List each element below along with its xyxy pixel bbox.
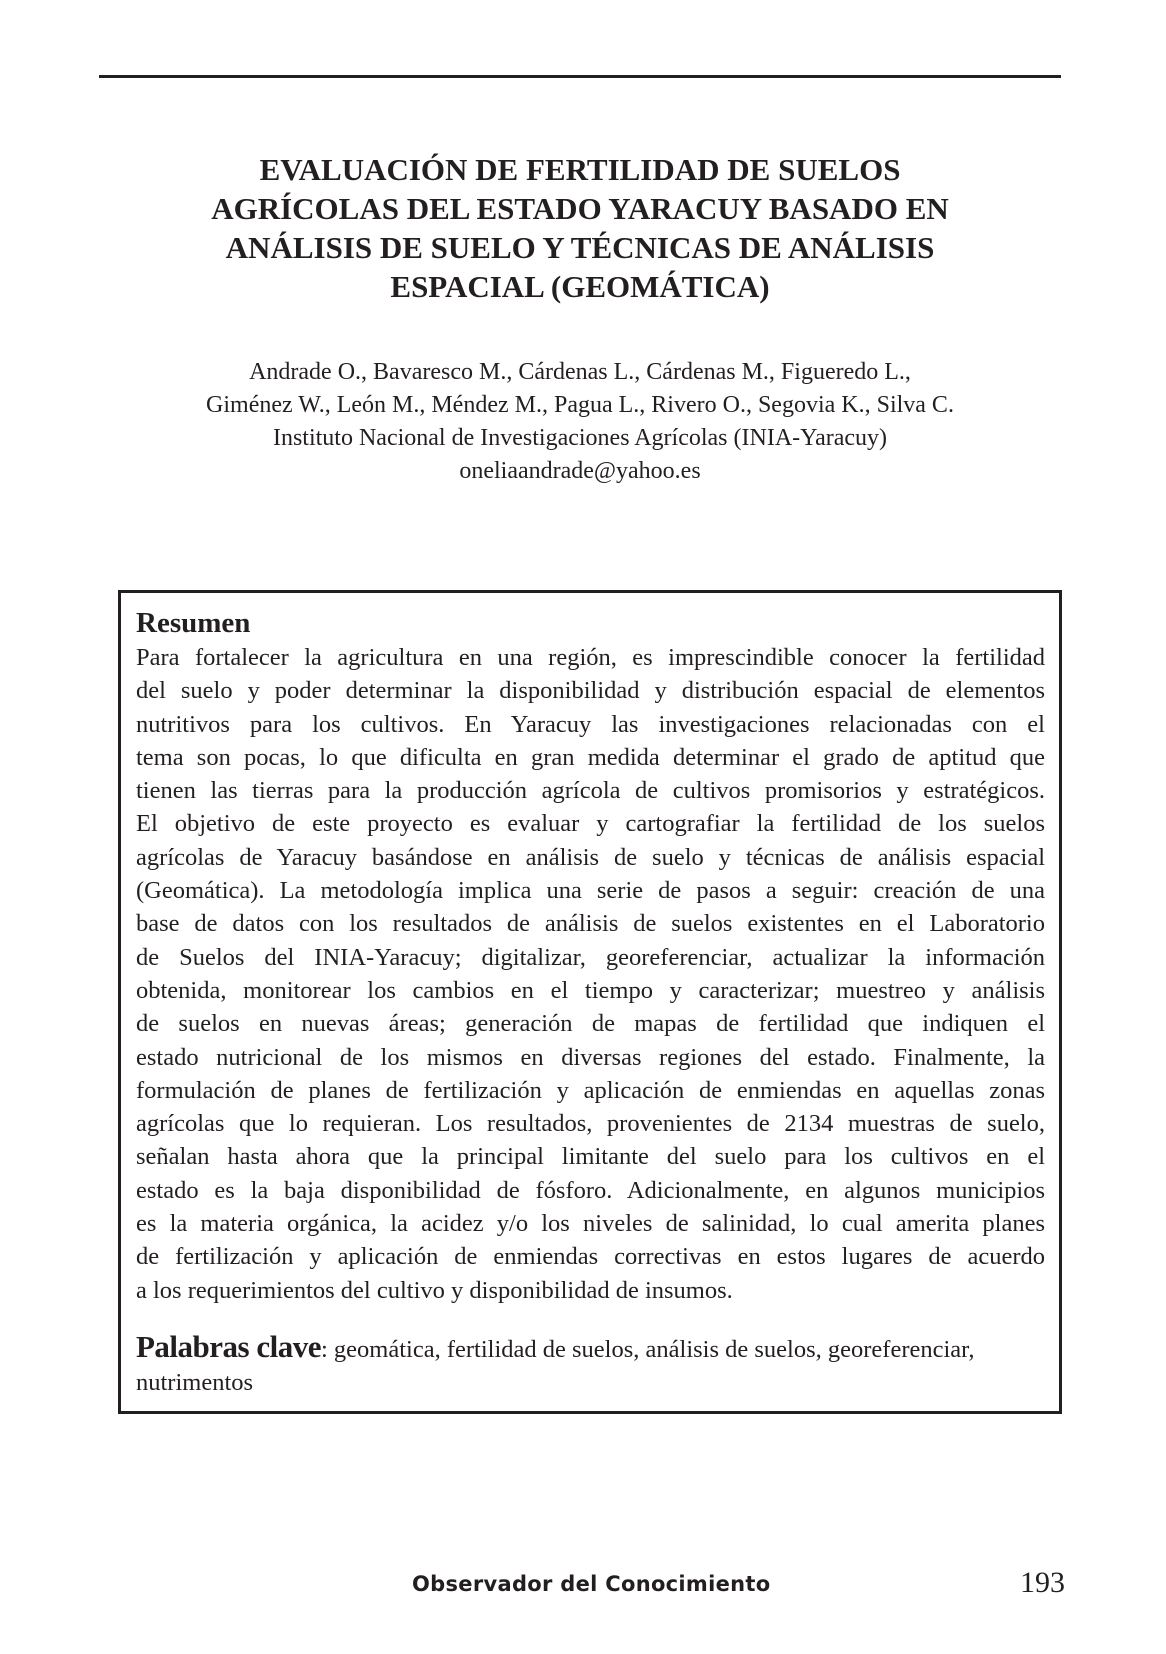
page-footer bbox=[0, 1566, 1166, 1606]
keywords-label: Palabras clave bbox=[136, 1328, 321, 1364]
abstract-body bbox=[136, 641, 1045, 1307]
paper-title bbox=[99, 150, 1061, 306]
authors-line: Andrade O., Bavaresco M., Cárdenas L., Cárdenas M., Figueredo L., bbox=[249, 359, 911, 385]
author-email: oneliaandrade@yahoo.es bbox=[459, 458, 701, 484]
title-line: EVALUACIÓN DE FERTILIDAD DE SUELOS bbox=[259, 152, 901, 187]
abstract-heading: Resumen bbox=[136, 607, 251, 639]
authors-line: Giménez W., León M., Méndez M., Pagua L., Rivero O., Segovia K., Silva C. bbox=[206, 392, 954, 418]
abstract-box bbox=[118, 590, 1062, 1414]
abstract-line: del suelo y poder determinar la disponibilidad y distribución espacial de elementos bbox=[136, 677, 1045, 705]
abstract-line: es la materia orgánica, la acidez y/o los niveles de salinidad, lo cual amerita planes bbox=[136, 1210, 1045, 1238]
abstract-line: formulación de planes de fertilización y aplicación de enmiendas en aquellas zonas bbox=[136, 1076, 1045, 1104]
abstract-line: a los requerimientos del cultivo y disponibilidad de insumos. bbox=[136, 1276, 733, 1304]
abstract-line: El objetivo de este proyecto es evaluar y cartografiar la fertilidad de los suelos bbox=[136, 810, 1045, 838]
abstract-line: señalan hasta ahora que la principal limitante del suelo para los cultivos en el bbox=[136, 1143, 1045, 1171]
keywords bbox=[136, 1330, 1045, 1399]
abstract-line: agrícolas que lo requieran. Los resultados, provenientes de 2134 muestras de suelo, bbox=[136, 1110, 1045, 1138]
abstract-line: de fertilización y aplicación de enmiendas correctivas en estos lugares de acuerdo bbox=[136, 1243, 1045, 1271]
keywords-list: : geomática, fertilidad de suelos, análisis de suelos, georeferenciar, bbox=[321, 1335, 975, 1363]
title-line: ANÁLISIS DE SUELO Y TÉCNICAS DE ANÁLISIS bbox=[225, 230, 935, 265]
abstract-line: tema son pocas, lo que dificulta en gran medida determinar el grado de aptitud que bbox=[136, 743, 1045, 771]
abstract-line: estado es la baja disponibilidad de fósforo. Adicionalmente, en algunos municipios bbox=[136, 1176, 1045, 1204]
abstract-line: de suelos en nuevas áreas; generación de mapas de fertilidad que indiquen el bbox=[136, 1010, 1045, 1038]
abstract-line: (Geomática). La metodología implica una serie de pasos a seguir: creación de una bbox=[136, 877, 1045, 905]
abstract-line: agrícolas de Yaracuy basándose en análisis de suelo y técnicas de análisis espacial bbox=[136, 843, 1045, 871]
keywords-list-continued: nutrimentos bbox=[136, 1368, 254, 1396]
journal-name: Observador del Conocimiento bbox=[412, 1572, 771, 1596]
abstract-line: nutritivos para los cultivos. En Yaracuy las investigaciones relacionadas con el bbox=[136, 710, 1045, 738]
abstract-line: base de datos con los resultados de análisis de suelos existentes en el Laboratorio bbox=[136, 910, 1045, 938]
abstract-line: obtenida, monitorear los cambios en el tiempo y caracterizar; muestreo y análisis bbox=[136, 976, 1045, 1004]
top-rule bbox=[99, 75, 1061, 78]
page-number: 193 bbox=[1020, 1566, 1065, 1599]
author-block bbox=[99, 356, 1061, 488]
institution: Instituto Nacional de Investigaciones Agrícolas (INIA-Yaracuy) bbox=[272, 425, 888, 451]
abstract-line: estado nutricional de los mismos en diversas regiones del estado. Finalmente, la bbox=[136, 1043, 1045, 1071]
title-line: ESPACIAL (GEOMÁTICA) bbox=[390, 269, 770, 304]
abstract-line: Para fortalecer la agricultura en una región, es imprescindible conocer la fertilidad bbox=[136, 644, 1045, 671]
title-line: AGRÍCOLAS DEL ESTADO YARACUY BASADO EN bbox=[211, 191, 949, 226]
abstract-line: de Suelos del INIA-Yaracuy; digitalizar, georeferenciar, actualizar la información bbox=[136, 943, 1045, 971]
abstract-line: tienen las tierras para la producción agrícola de cultivos promisorios y estratégicos. bbox=[136, 777, 1045, 805]
